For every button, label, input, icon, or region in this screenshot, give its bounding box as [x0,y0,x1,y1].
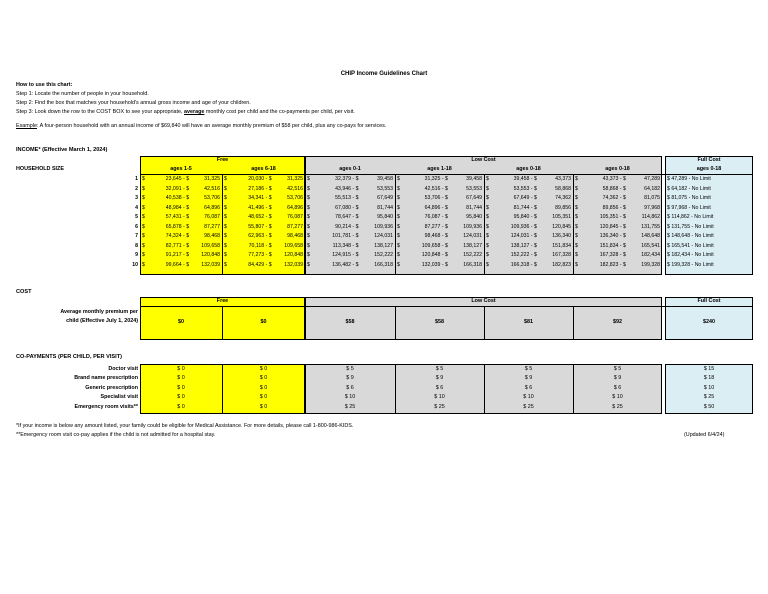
cost-group-full-cost: Full Cost [697,298,721,304]
income-range-high: 81,075 [644,195,660,201]
income-col-header: ages 0-18 [605,166,630,172]
household-size: 4 [135,204,138,211]
income-range-low: 39,458 - $ [513,176,537,182]
income-range-high: 120,845 [552,223,571,230]
currency-sign: $ [142,204,145,211]
household-size: 2 [135,185,138,192]
example-text: : A four-person household with an annual income of $69,840 will have an average monthly premium of $58 per child, plus any co-pays for services. [36,123,387,129]
currency-sign: $ [486,204,489,211]
household-size: 8 [135,242,138,249]
income-range-low: 64,896 - $ [424,204,448,211]
income-range-low: 105,351 - $ [599,214,626,220]
income-range-low: 23,645 - $ [165,176,190,182]
income-range-high: 81,744 [466,204,482,211]
income-group-low-cost: Low Cost [471,157,496,163]
income-range-full: $ 114,862 - No Limit [667,214,714,220]
income-range-high: 67,649 [377,195,393,201]
copay-value: $ 5 [435,366,444,372]
copay-value: $ 18 [703,375,715,382]
column-divider [484,306,485,340]
income-range-low: 67,080 - $ [335,204,359,211]
income-range-high: 124,031 [463,233,482,239]
instructions [16,82,386,132]
income-range-low: 34,341 - $ [248,195,272,201]
income-range-full: $ 199,328 - No Limit [667,261,714,268]
monthly-premium-value: $240 [703,319,715,325]
income-range-low: 42,516 - $ [424,185,448,192]
example-label: Example [16,123,37,129]
instruction-step-3 [16,109,386,118]
income-range-low: 132,039 - $ [421,261,448,268]
currency-sign: $ [307,223,310,230]
income-range-high: 53,706 [204,195,220,201]
copay-value: $ 10 [434,394,445,401]
income-range-high: 76,087 [287,214,303,220]
income-range-high: 105,351 [552,214,571,220]
income-range-high: 131,755 [641,223,660,230]
income-range-low: 124,915 - $ [332,252,359,258]
income-range-low: 53,553 - $ [513,185,537,192]
income-range-low: 99,664 - $ [165,261,190,268]
currency-sign: $ [486,252,489,258]
copay-value: $ 9 [346,375,354,382]
step-3-text: Step 3: Look down the row to the COST BOX to see your appropriate, [16,109,185,115]
copay-value: $ 5 [613,366,622,372]
copay-value: $ 0 [259,366,268,372]
income-range-full: $ 165,541 - No Limit [667,242,714,249]
income-range-low: 76,087 - $ [424,214,448,220]
income-range-low: 78,647 - $ [335,214,359,220]
income-range-low: 62,963 - $ [248,233,272,239]
currency-sign: $ [575,185,578,192]
currency-sign: $ [397,233,400,239]
instruction-step-2: Step 2: Find the box that matches your household's annual gross income and age of your children. [16,100,251,106]
copay-value: $ 25 [523,403,534,410]
currency-sign: $ [397,204,400,211]
currency-sign: $ [575,261,578,268]
copay-value: $ 0 [177,366,185,372]
copay-value: $ 25 [344,403,356,410]
income-range-high: 39,458 [377,176,393,182]
currency-sign: $ [397,223,400,230]
copay-value: $ 25 [434,403,445,410]
income-range-high: 120,848 [284,252,303,258]
copay-value: $ 0 [177,375,185,382]
income-range-low: 43,373 - $ [602,176,626,182]
income-range-high: 64,896 [204,204,220,211]
copay-value: $ 0 [259,394,268,401]
monthly-premium-value: $58 [345,319,355,325]
column-divider [222,174,223,275]
copay-value: $ 50 [703,403,715,410]
currency-sign: $ [486,185,489,192]
income-range-high: 81,744 [377,204,393,211]
income-range-low: 74,324 - $ [165,233,190,239]
copay-value: $ 5 [346,366,354,372]
income-range-low: 48,652 - $ [248,214,272,220]
copay-value: $ 10 [703,384,715,391]
currency-sign: $ [142,176,145,182]
income-range-low: 90,214 - $ [335,223,359,230]
income-range-low: 48,984 - $ [165,204,190,211]
income-range-low: 152,222 - $ [510,252,537,258]
income-range-high: 132,039 [284,261,303,268]
copay-value: $ 5 [524,366,533,372]
income-range-low: 182,823 - $ [599,261,626,268]
income-group-free: Free [216,157,229,163]
income-range-high: 53,553 [466,185,482,192]
income-range-high: 148,648 [641,233,660,239]
cost-group-low-cost: Low Cost [471,298,496,304]
copay-value: $ 9 [613,375,622,382]
income-range-low: 84,429 - $ [248,261,272,268]
copay-value: $ 9 [435,375,444,382]
currency-sign: $ [575,252,578,258]
income-range-high: 89,856 [555,204,571,211]
income-range-high: 39,458 [466,176,482,182]
income-range-high: 114,862 [641,214,660,220]
copay-service-label: Doctor visit [108,366,138,372]
cost-header-divider [140,306,753,307]
currency-sign: $ [307,233,310,239]
income-range-full: $ 64,182 - No Limit [667,185,711,192]
income-range-high: 124,031 [374,233,393,239]
footnote-2: **Emergency room visit co-pay applies if the child is not admitted for a hospital stay. [16,432,216,438]
copay-service-label: Generic prescription [85,384,138,391]
income-range-full: $ 97,968 - No Limit [667,204,711,211]
income-range-low: 31,325 - $ [424,176,448,182]
household-size-label: HOUSEHOLD SIZE [16,166,64,172]
income-range-high: 67,649 [466,195,482,201]
income-range-full: $ 182,434 - No Limit [667,252,714,258]
income-range-low: 113,348 - $ [332,242,359,249]
copay-value: $ 9 [524,375,533,382]
income-range-high: 109,658 [284,242,303,249]
income-range-low: 27,186 - $ [248,185,272,192]
copay-value: $ 0 [259,384,268,391]
income-range-low: 120,845 - $ [599,223,626,230]
currency-sign: $ [397,242,400,249]
income-range-low: 166,318 - $ [510,261,537,268]
copay-service-label: Brand name prescription [74,375,138,382]
income-range-low: 58,868 - $ [602,185,626,192]
monthly-premium-value: $0 [260,319,267,325]
income-range-high: 109,936 [463,223,482,230]
currency-sign: $ [397,261,400,268]
currency-sign: $ [486,195,489,201]
income-range-low: 109,936 - $ [510,223,537,230]
column-divider [395,306,396,340]
footnote-1: *If your income is below any amount listed, your family could be eligible for Medical Assistance. For more details, please call 1-800-986-KIDS. [16,423,354,429]
currency-sign: $ [142,223,145,230]
currency-sign: $ [486,214,489,220]
income-range-low: 138,127 - $ [510,242,537,249]
income-range-high: 74,362 [555,195,571,201]
instructions-heading: How to use this chart: [16,82,73,88]
income-range-high: 182,823 [552,261,571,268]
income-range-low: 109,658 - $ [421,242,448,249]
currency-sign: $ [307,185,310,192]
copay-service-label: Specialist visit [100,394,138,401]
currency-sign: $ [307,176,310,182]
monthly-premium-value: $0 [178,319,184,325]
currency-sign: $ [307,204,310,211]
currency-sign: $ [307,252,310,258]
income-range-low: 40,538 - $ [165,195,190,201]
income-range-low: 53,706 - $ [424,195,448,201]
income-range-high: 138,127 [463,242,482,249]
income-range-high: 87,277 [204,223,220,230]
income-range-high: 152,222 [374,252,393,258]
income-range-low: 91,217 - $ [165,252,190,258]
income-range-low: 43,946 - $ [335,185,359,192]
income-range-high: 76,087 [204,214,220,220]
income-range-high: 87,277 [287,223,303,230]
premium-label-line-2: child (Effective July 1, 2024) [66,318,138,324]
income-range-high: 98,468 [287,233,303,239]
currency-sign: $ [307,195,310,201]
household-size: 1 [135,176,138,182]
income-range-full: $ 131,755 - No Limit [667,223,714,230]
currency-sign: $ [575,204,578,211]
copay-value: $ 25 [703,394,715,401]
income-range-high: 152,222 [463,252,482,258]
copay-value: $ 6 [346,384,354,391]
household-size: 9 [135,252,138,258]
income-range-high: 95,840 [466,214,482,220]
currency-sign: $ [575,242,578,249]
income-range-high: 182,434 [641,252,660,258]
income-range-high: 165,541 [641,242,660,249]
example-line [16,123,386,132]
income-range-full: $ 81,075 - No Limit [667,195,711,201]
currency-sign: $ [486,223,489,230]
copay-value: $ 10 [523,394,534,401]
copay-value: $ 6 [524,384,533,391]
income-range-low: 81,744 - $ [513,204,537,211]
income-range-low: 65,878 - $ [165,223,190,230]
copay-value: $ 0 [177,394,185,401]
income-range-low: 151,834 - $ [599,242,626,249]
income-range-low: 57,431 - $ [165,214,190,220]
updated-date: (Updated 6/4/24) [684,432,725,438]
currency-sign: $ [486,261,489,268]
income-col-header: ages 6-18 [251,166,276,172]
income-range-high: 136,340 [552,233,571,239]
income-col-header: ages 1-5 [170,166,192,172]
income-col-header: ages 0-18 [516,166,541,172]
monthly-premium-value: $81 [524,319,533,325]
currency-sign: $ [397,185,400,192]
currency-sign: $ [224,214,227,220]
currency-sign: $ [142,242,145,249]
income-range-low: 136,340 - $ [599,233,626,239]
copay-value: $ 6 [435,384,444,391]
household-size: 7 [135,233,138,239]
currency-sign: $ [142,252,145,258]
column-divider [484,174,485,275]
income-range-high: 120,848 [201,252,220,258]
copay-value: $ 0 [177,384,185,391]
income-range-high: 53,706 [287,195,303,201]
cost-heading: COST [16,289,32,295]
currency-sign: $ [307,214,310,220]
currency-sign: $ [224,195,227,201]
income-range-low: 101,781 - $ [332,233,359,239]
income-range-high: 167,328 [552,252,571,258]
income-range-low: 70,118 - $ [248,242,272,249]
income-range-low: 32,379 - $ [335,176,359,182]
copay-value: $ 0 [259,403,268,410]
currency-sign: $ [142,195,145,201]
column-divider [573,174,574,275]
income-range-full: $ 47,289 - No Limit [667,176,711,182]
income-range-high: 53,553 [377,185,393,192]
monthly-premium-value: $92 [613,319,622,325]
income-range-low: 55,807 - $ [248,223,272,230]
currency-sign: $ [575,176,578,182]
income-col-header: ages 0-1 [339,166,361,172]
step-3-emphasis: average [184,109,205,115]
income-range-high: 132,039 [201,261,220,268]
copay-value: $ 0 [177,403,185,410]
column-divider [395,364,396,414]
income-range-high: 64,182 [644,185,660,192]
currency-sign: $ [307,242,310,249]
currency-sign: $ [224,176,227,182]
income-range-full: $ 148,648 - No Limit [667,233,714,239]
income-range-low: 120,848 - $ [421,252,448,258]
household-size: 3 [135,195,138,201]
currency-sign: $ [575,195,578,201]
currency-sign: $ [224,204,227,211]
copay-value: $ 10 [344,394,356,401]
currency-sign: $ [486,176,489,182]
cost-group-free: Free [216,298,229,304]
currency-sign: $ [142,214,145,220]
currency-sign: $ [397,195,400,201]
currency-sign: $ [397,176,400,182]
column-divider [395,174,396,275]
income-range-low: 74,362 - $ [602,195,626,201]
page-title: CHIP Income Guidelines Chart [340,71,428,77]
income-range-low: 41,496 - $ [248,204,272,211]
income-range-high: 199,328 [641,261,660,268]
copay-service-label: Emergency room visits** [74,403,138,410]
income-range-low: 55,513 - $ [335,195,359,201]
income-range-high: 42,516 [204,185,220,192]
income-range-low: 136,482 - $ [332,261,359,268]
income-range-low: 20,030 - $ [248,176,272,182]
premium-label-line-1: Average monthly premium per [60,309,138,315]
monthly-premium-value: $58 [435,319,444,325]
income-range-high: 64,896 [287,204,303,211]
income-range-low: 124,031 - $ [510,233,537,239]
income-range-low: 32,091 - $ [165,185,190,192]
currency-sign: $ [224,185,227,192]
income-range-low: 87,277 - $ [424,223,448,230]
income-range-high: 151,834 [552,242,571,249]
column-divider [573,306,574,340]
copay-heading: CO-PAYMENTS (PER CHILD, PER VISIT) [16,354,122,360]
instruction-step-1: Step 1: Locate the number of people in your household. [16,91,149,97]
currency-sign: $ [575,223,578,230]
currency-sign: $ [486,233,489,239]
household-size: 10 [132,261,138,268]
income-range-high: 138,127 [374,242,393,249]
currency-sign: $ [142,233,145,239]
currency-sign: $ [224,242,227,249]
income-col-header: ages 1-18 [427,166,452,172]
copay-value: $ 6 [613,384,622,391]
income-range-low: 82,771 - $ [165,242,190,249]
income-range-low: 77,273 - $ [248,252,272,258]
income-range-high: 58,868 [555,185,571,192]
income-range-high: 109,658 [201,242,220,249]
currency-sign: $ [307,261,310,268]
income-range-high: 166,318 [463,261,482,268]
income-range-low: 67,649 - $ [513,195,537,201]
currency-sign: $ [397,214,400,220]
column-divider [573,364,574,414]
income-range-high: 98,468 [204,233,220,239]
income-range-low: 95,840 - $ [513,214,537,220]
copay-value: $ 15 [703,366,715,372]
currency-sign: $ [575,214,578,220]
income-range-low: 89,856 - $ [602,204,626,211]
income-group-full-cost: Full Cost [697,157,721,163]
currency-sign: $ [397,252,400,258]
income-range-low: 167,328 - $ [599,252,626,258]
income-range-high: 166,318 [374,261,393,268]
column-divider [484,364,485,414]
income-range-high: 47,289 [644,176,660,182]
household-size: 5 [135,214,138,220]
income-heading: INCOME* (Effective March 1, 2024) [16,147,108,153]
copay-value: $ 10 [612,394,623,401]
currency-sign: $ [575,233,578,239]
income-range-low: 98,468 - $ [424,233,448,239]
income-header-divider [140,174,753,175]
step-3-text-end: monthly cost per child and the co-payments per child, per visit. [204,109,355,115]
copay-value: $ 25 [612,403,623,410]
income-col-header: ages 0-18 [696,166,722,172]
currency-sign: $ [142,261,145,268]
currency-sign: $ [224,261,227,268]
currency-sign: $ [142,185,145,192]
income-range-high: 42,516 [287,185,303,192]
income-range-high: 31,325 [287,176,303,182]
column-divider [222,364,223,414]
copay-value: $ 0 [259,375,268,382]
column-divider [222,306,223,340]
income-range-high: 97,968 [644,204,660,211]
currency-sign: $ [486,242,489,249]
income-range-high: 43,373 [555,176,571,182]
currency-sign: $ [224,252,227,258]
income-range-high: 95,840 [377,214,393,220]
income-range-high: 109,936 [374,223,393,230]
income-range-high: 31,325 [204,176,220,182]
currency-sign: $ [224,223,227,230]
currency-sign: $ [224,233,227,239]
household-size: 6 [135,223,138,230]
